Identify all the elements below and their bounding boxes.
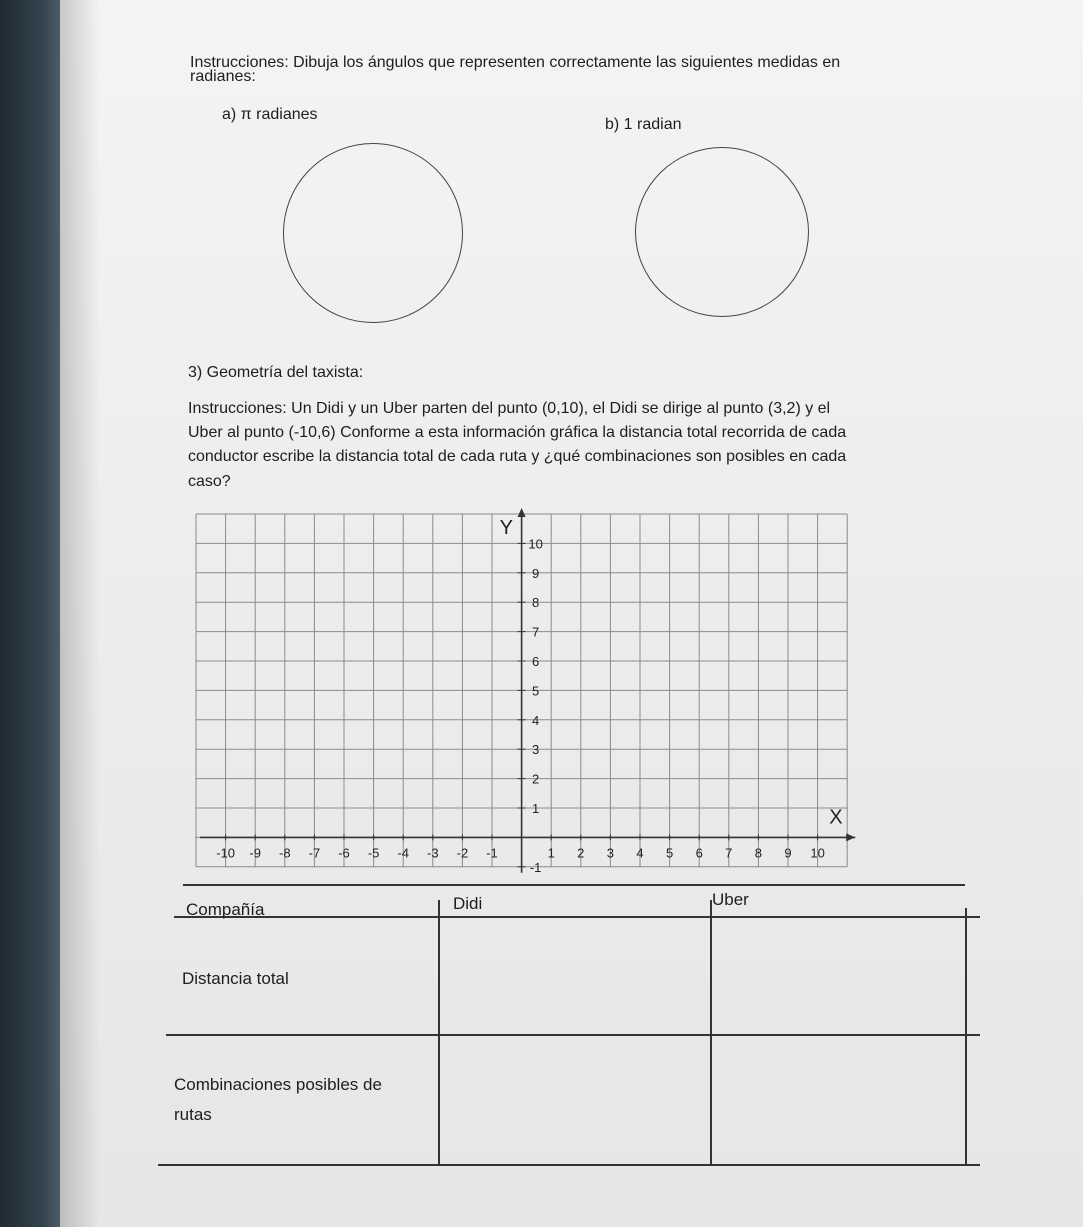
header-uber: Uber xyxy=(712,890,749,909)
x-tick-label: -8 xyxy=(279,845,291,861)
section3-line-1: Instrucciones: Un Didi y un Uber parten del punto (0,10), el Didi se dirige al punto (3,2) y el xyxy=(188,400,831,417)
section3-line-2: Uber al punto (-10,6) Conforme a esta información gráfica la distancia total recorrida de cada xyxy=(188,424,847,441)
y-tick-label: 7 xyxy=(531,624,540,640)
instructions-line-1: Instrucciones: Dibuja los ángulos que representen correctamente las siguientes medidas en xyxy=(190,54,841,71)
header-didi: Didi xyxy=(453,894,483,913)
x-tick-label: -5 xyxy=(367,845,380,861)
item-b-label: b) 1 radian xyxy=(605,116,682,133)
section3-title: 3) Geometría del taxista: xyxy=(188,364,364,381)
cell-didi-distancia[interactable] xyxy=(441,919,707,1032)
header-compania: Compañía xyxy=(186,900,265,919)
cell-uber-combinaciones[interactable] xyxy=(713,1037,963,1162)
coordinate-grid[interactable] xyxy=(190,508,860,880)
x-tick-label: -1 xyxy=(486,845,498,861)
paper-shadow xyxy=(60,0,100,1227)
row-combinaciones-line2: rutas xyxy=(174,1105,212,1124)
circle-b[interactable] xyxy=(635,147,809,317)
y-tick-label: 4 xyxy=(531,712,540,728)
x-tick-label: 4 xyxy=(636,845,644,861)
y-axis-arrow xyxy=(518,508,526,517)
section3-line-3: conductor escribe la distancia total de cada ruta y ¿qué combinaciones son posibles en cada xyxy=(188,448,847,465)
y-tick-label: 8 xyxy=(531,595,540,611)
y-tick-label: 6 xyxy=(531,654,540,669)
x-tick-label: 7 xyxy=(725,845,733,861)
x-tick-label: 8 xyxy=(754,845,763,861)
x-tick-label: 5 xyxy=(665,845,674,861)
instructions-line-2: radianes: xyxy=(190,68,256,85)
y-axis-label: Y xyxy=(499,517,513,539)
x-tick-label: 1 xyxy=(547,845,555,861)
x-axis-arrow xyxy=(846,833,855,841)
cell-uber-distancia[interactable] xyxy=(713,919,963,1032)
section3-line-4: caso? xyxy=(188,473,231,490)
x-axis-label: X xyxy=(829,806,843,829)
x-tick-label: -3 xyxy=(427,845,439,861)
cell-didi-combinaciones[interactable] xyxy=(441,1037,707,1162)
y-tick-label: 10 xyxy=(528,536,543,552)
y-tick-label: 1 xyxy=(531,801,540,816)
x-tick-label: 6 xyxy=(695,845,703,861)
x-tick-label: 9 xyxy=(784,845,792,861)
x-tick-label: -2 xyxy=(456,845,469,861)
item-a-label: a) π radianes xyxy=(222,106,318,123)
x-tick-label: -9 xyxy=(249,845,261,861)
x-tick-label: -6 xyxy=(338,845,350,861)
row-distancia-total: Distancia total xyxy=(182,969,289,988)
x-tick-label: -4 xyxy=(397,845,409,861)
answer-table xyxy=(158,884,980,1166)
x-tick-label: 10 xyxy=(810,845,825,861)
y-tick-label: -1 xyxy=(529,859,542,875)
circle-a[interactable] xyxy=(283,143,463,323)
row-combinaciones-line1: Combinaciones posibles de xyxy=(174,1075,382,1094)
y-tick-label: 9 xyxy=(531,565,540,581)
x-tick-label: 2 xyxy=(577,845,585,861)
x-tick-label: -7 xyxy=(308,845,321,861)
y-tick-label: 2 xyxy=(531,771,540,787)
x-tick-label: -10 xyxy=(216,845,235,861)
x-tick-label: 3 xyxy=(606,845,615,861)
y-tick-label: 5 xyxy=(531,683,540,699)
y-tick-label: 3 xyxy=(531,742,540,758)
